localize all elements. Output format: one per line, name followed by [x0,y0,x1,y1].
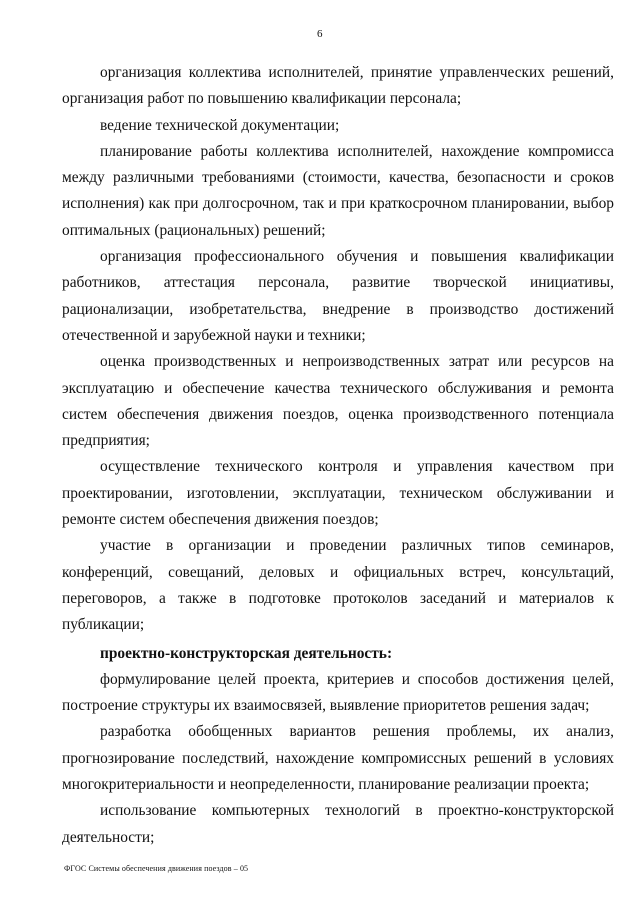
list-item: организация коллектива исполнителей, принятие управленческих решений, организация работ по повышению квалификации персонала; [62,64,614,108]
page-number: 6 [317,28,323,40]
list-item: осуществление технического контроля и управления качеством при проектировании, изготовлении, эксплуатации, техническом обслуживании и ремонте систем обеспечения движения поездов; [62,458,614,529]
section-heading: проектно-конструкторская деятельность: [100,644,393,662]
list-item: участие в организации и проведении различных типов семинаров, конференций, совещаний, деловых и официальных встреч, консультаций, переговоров, а также в подготовке протоколов заседаний и материалов к публикации; [62,537,614,634]
document-body [62,60,614,851]
list-item: использование компьютерных технологий в проектно-конструкторской деятельности; [62,802,614,846]
list-item: планирование работы коллектива исполнителей, нахождение компромисса между различными требованиями (стоимости, качества, безопасности и сроков исполнения) как при долгосрочном, так и при краткосрочном планировании, выбор оптимальных (рациональных) решений; [62,142,614,239]
list-item: ведение технической документации; [100,116,340,134]
list-item: формулирование целей проекта, критериев и способов достижения целей, построение структуры их взаимосвязей, выявление приоритетов решения задач; [62,670,614,715]
list-item: разработка обобщенных вариантов решения проблемы, их анализ, прогнозирование последствий, нахождение компромиссных решений в условиях многокритериальности и неопределенности, планирование реализации проекта; [62,723,614,794]
list-item: организация профессионального обучения и повышения квалификации работников, аттестация персонала, развитие творческой инициативы, рационализации, изобретательства, внедрение в производство достижений отечественной и зарубежной науки и техники; [62,248,614,344]
list-item: оценка производственных и непроизводственных затрат или ресурсов на эксплуатацию и обеспечение качества технического обслуживания и ремонта систем обеспечения движения поездов, оценка производственного потенциала предприятия; [62,353,614,450]
page-footer: ФГОС Системы обеспечения движения поездов – 05 [64,864,249,873]
